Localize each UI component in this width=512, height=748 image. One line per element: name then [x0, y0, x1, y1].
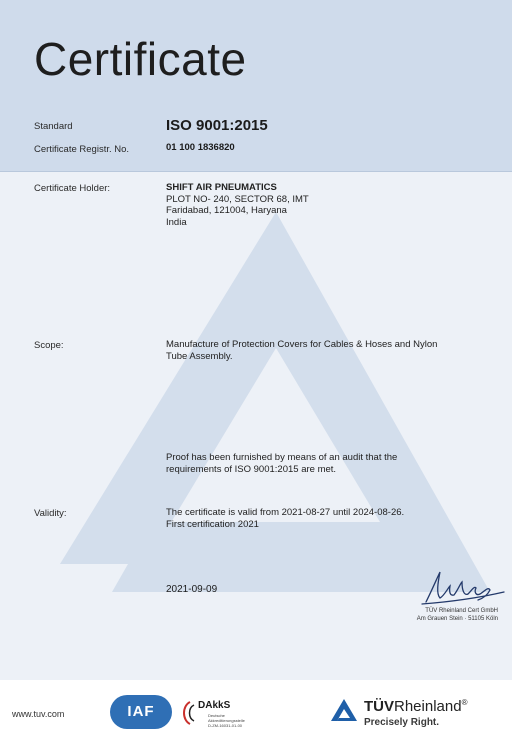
scope-label: Scope:: [34, 340, 64, 351]
tuv-brand-mark: ®: [461, 698, 468, 707]
dakks-sub-line3: D-ZM-16031-01-00: [208, 723, 243, 728]
standard-label: Standard: [34, 121, 73, 132]
tuv-slogan: Precisely Right.: [364, 717, 440, 728]
holder-address-line2: Faridabad, 121004, Haryana: [166, 205, 287, 216]
issuer-block: [417, 608, 498, 623]
holder-name: SHIFT AIR PNEUMATICS: [166, 182, 277, 193]
proof-line1: Proof has been furnished by means of an audit that the: [166, 452, 398, 463]
tuv-triangle-icon: [330, 698, 358, 722]
holder-block: [166, 182, 309, 228]
dakks-logo-icon: [178, 700, 196, 726]
tuv-brand-rest: Rheinland: [394, 698, 462, 715]
scope-line2: Tube Assembly.: [166, 350, 233, 362]
scope-block: [166, 339, 437, 362]
standard-value: ISO 9001:2015: [166, 117, 268, 134]
issue-date: 2021-09-09: [166, 584, 218, 595]
validity-label: Validity:: [34, 508, 67, 519]
certificate-title: Certificate: [34, 33, 247, 85]
validity-block: [166, 507, 404, 530]
dakks-name: DAkkS: [198, 700, 231, 711]
holder-address-line1: PLOT NO- 240, SECTOR 68, IMT: [166, 193, 309, 205]
footer-url[interactable]: www.tuv.com: [12, 709, 65, 719]
iaf-logo-icon: IAF: [110, 695, 172, 729]
registration-label: Certificate Registr. No.: [34, 144, 130, 155]
issuer-line1: TÜV Rheinland Cert GmbH: [425, 608, 498, 614]
holder-label: Certificate Holder:: [34, 183, 111, 194]
registration-value: 01 100 1836820: [166, 142, 235, 153]
dakks-sub-line2: Akkreditierungsstelle: [208, 718, 245, 723]
dakks-subtitle: [208, 713, 245, 728]
tuv-brand-bold: TÜV: [364, 698, 394, 715]
dakks-sub-line1: Deutsche: [208, 713, 225, 718]
holder-country: India: [166, 216, 187, 228]
tuv-brand: [364, 698, 467, 715]
proof-line2: requirements of ISO 9001:2015 are met.: [166, 463, 337, 475]
issuer-line2: Am Grauen Stein · 51105 Köln: [416, 615, 498, 622]
validity-line1: The certificate is valid from 2021-08-27 until 2024-08-26.: [166, 507, 405, 518]
validity-line2: First certification 2021: [166, 518, 259, 530]
proof-block: [166, 452, 397, 475]
scope-line1: Manufacture of Protection Covers for Cables & Hoses and Nylon: [166, 339, 438, 350]
signature-icon: [418, 568, 508, 608]
